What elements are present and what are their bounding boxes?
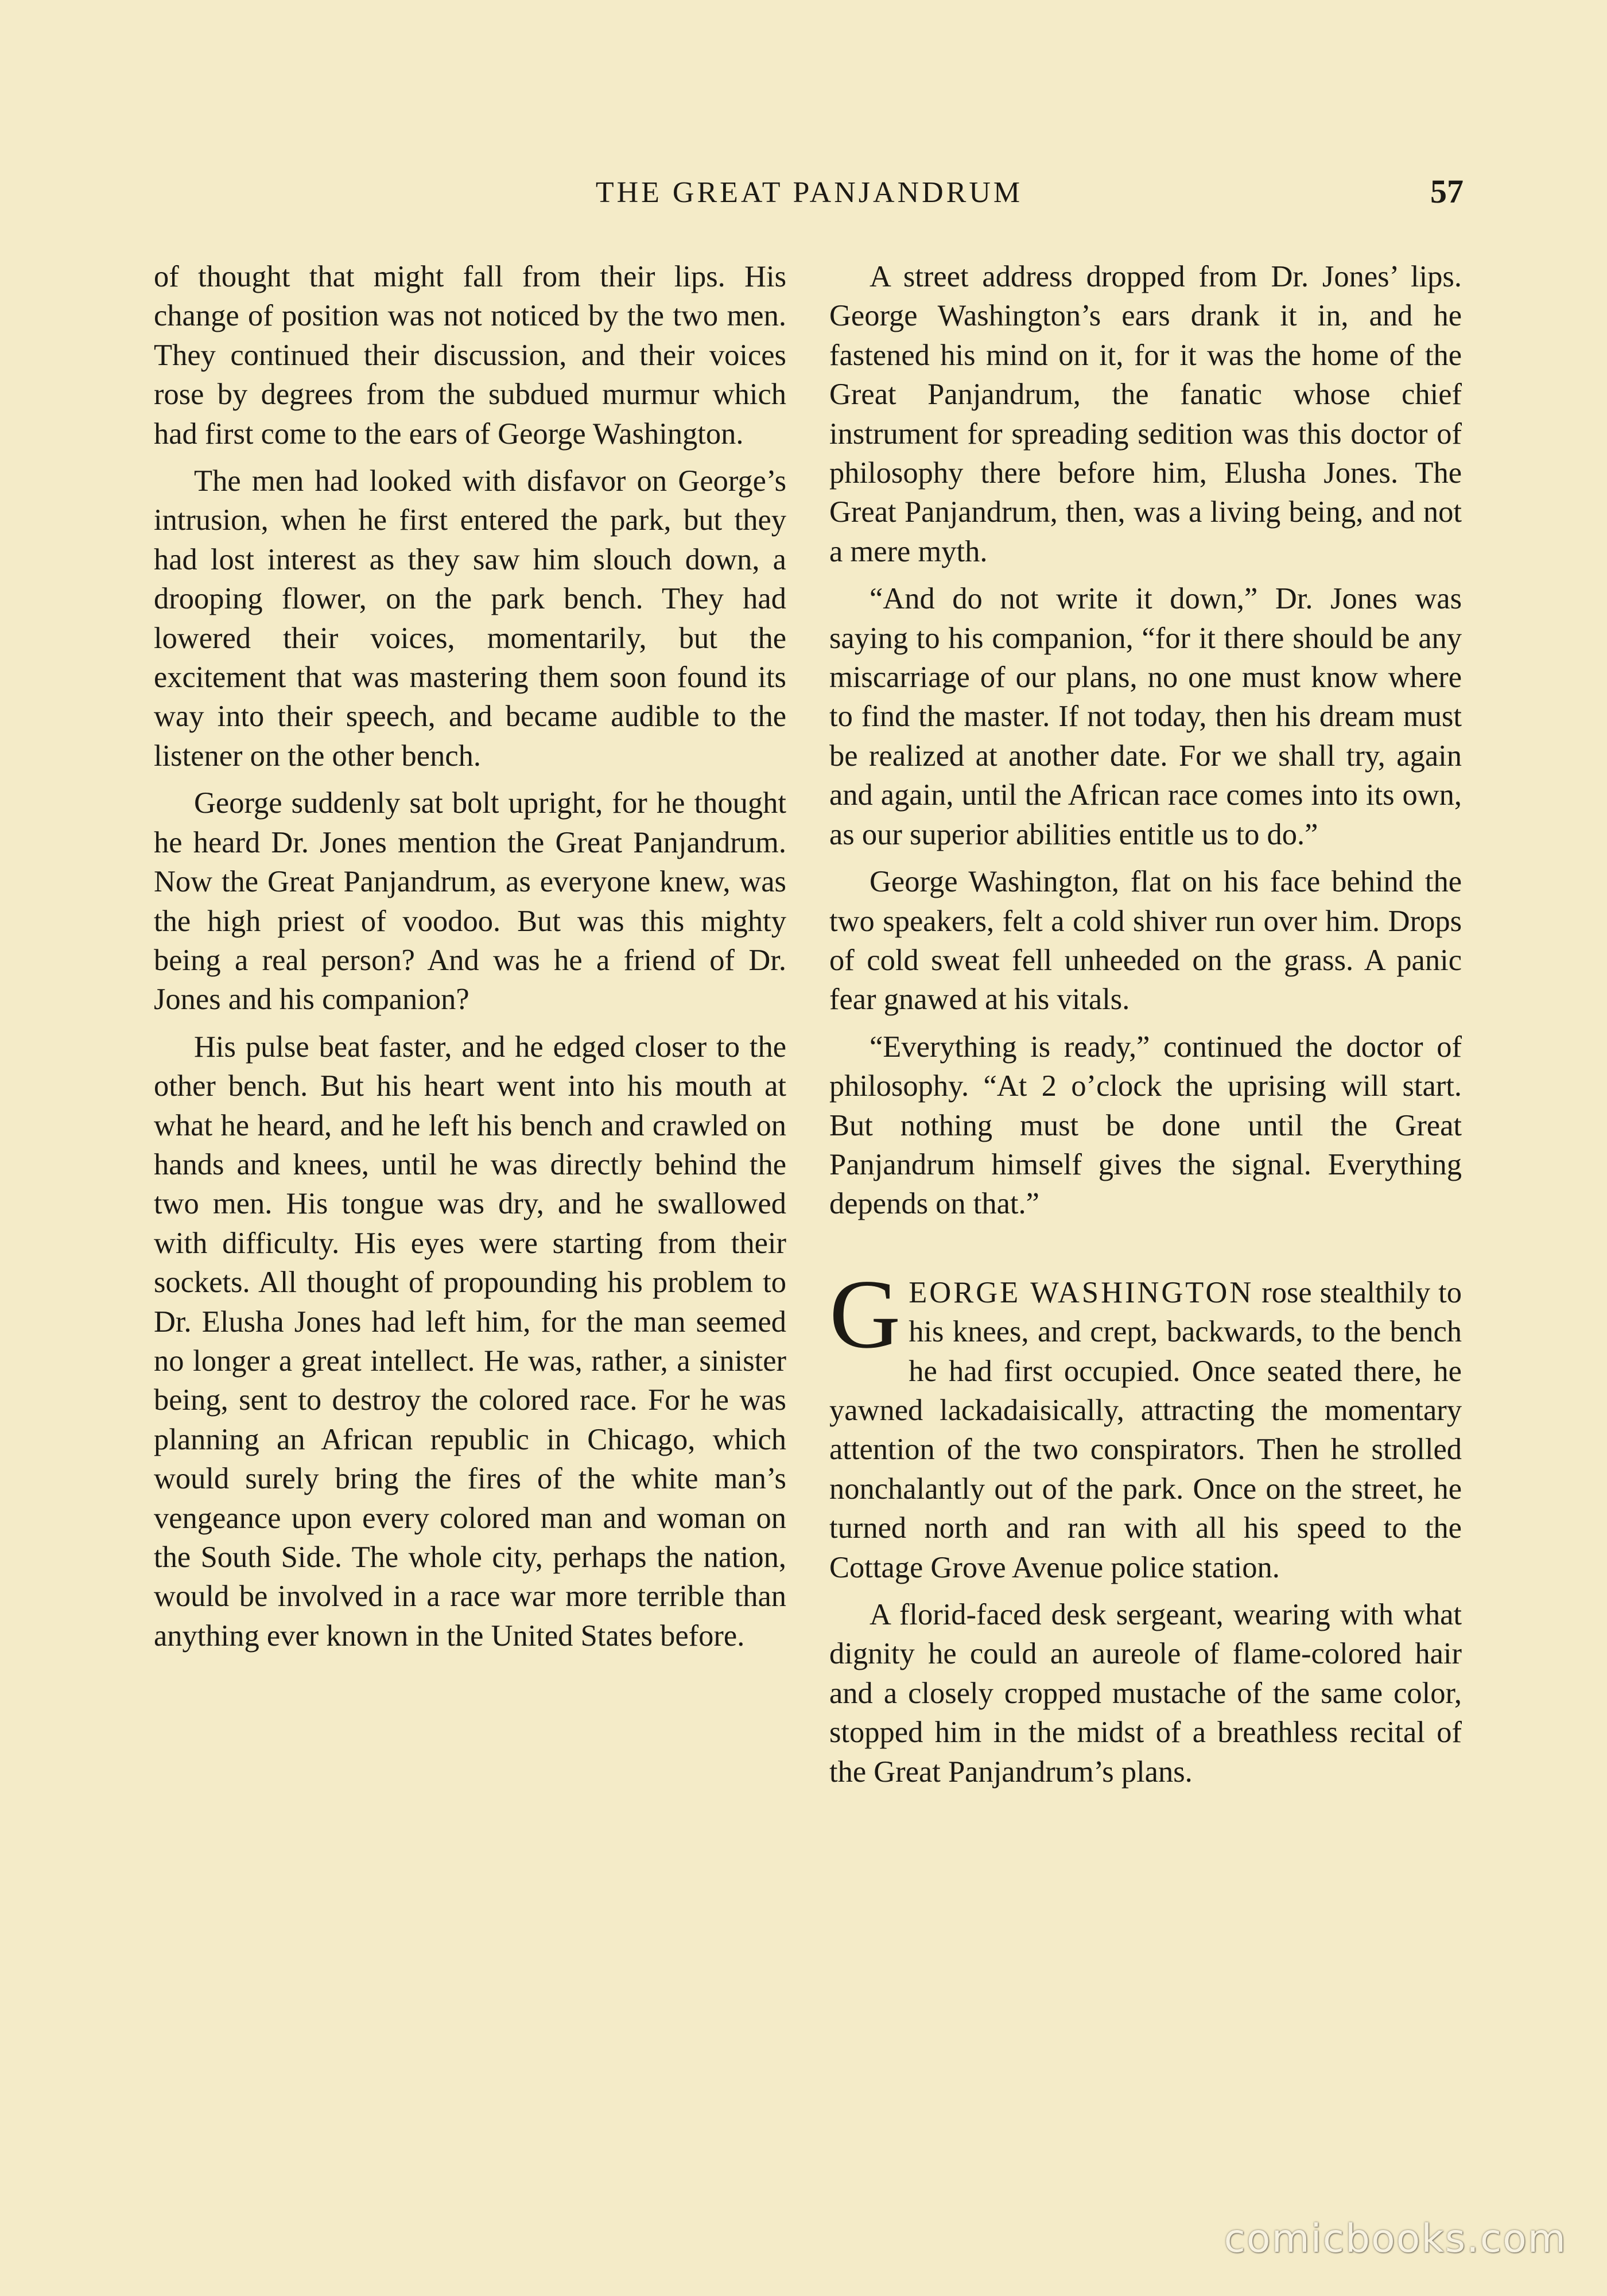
paragraph: His pulse beat faster, and he edged closer to the other bench. But his heart went into his mouth at what he heard, and he left his bench and crawled on hands and knees, until he was directly behind the two men. His tongue was dry, and he swallowed with difficulty. His eyes were starting from their sockets. All thought of propounding his problem to Dr. Elusha Jones had left him, for the man seemed no longer a great intellect. He was, rather, a sinister being, sent to destroy the colored race. For he was planning an African republic in Chicago, which would surely bring the fires of the white man’s vengeance upon every colored man and woman on the South Side. The whole city, perhaps the nation, would be involved in a race war more terrible than anything ever known in the United States before. — [154, 1030, 786, 1653]
right-column — [829, 257, 1462, 1799]
paragraph: George suddenly sat bolt upright, for he thought he heard Dr. Jones mention the Great Panjandrum. Now the Great Panjandrum, as everyone knew, was the high priest of voodoo. But was this mighty being a real person? And was he a friend of Dr. Jones and his companion? — [154, 786, 786, 1017]
paragraph: The men had looked with disfavor on George’s intrusion, when he first entered the park, but they had lost interest as they saw him slouch down, a drooping flower, on the park bench. They had lowered their voices, momentarily, but the excitement that was mastering them soon found its way into their speech, and became audible to the listener on the other bench. — [154, 464, 786, 773]
paragraph: “Everything is ready,” continued the doctor of philosophy. “At 2 o’clock the uprising will start. But nothing must be done until the Great Panjandrum himself gives the signal. Everything depends on that.” — [829, 1030, 1462, 1221]
watermark-logo: comicbooks.com — [1224, 2216, 1567, 2262]
left-column — [154, 257, 786, 1663]
paragraph: A street address dropped from Dr. Jones’ lips. George Washington’s ears drank it in, and he fastened his mind on it, for it was the home of the Great Panjandrum, the fanatic whose chief instrument for spreading sedition was this doctor of philosophy there before him, Elusha Jones. The Great Panjandrum, then, was a living being, and not a mere myth. — [829, 260, 1462, 568]
paragraph: “And do not write it down,” Dr. Jones was saying to his companion, “for it there should be any miscarriage of our plans, no one must know where to find the master. If not today, then his dream must be realized at another date. For we shall try, again and again, until the African race comes into its own, as our superior abilities entitle us to do.” — [829, 582, 1462, 851]
running-head — [155, 172, 1464, 218]
small-caps-lead: EORGE WASHINGTON — [909, 1275, 1254, 1309]
drop-cap: G — [829, 1259, 901, 1369]
section-opening-paragraph — [829, 1259, 1462, 1587]
page-number: 57 — [1430, 173, 1464, 210]
paragraph-text: rose stealthily to his knees, and crept, backwards, to the bench he had first occupied. Once seated there, he yawned lackadaisically, attracting the momentary attention of the two conspirators. Then he strolled nonchalantly out of the park. Once on the street, he turned north and ran with all his speed to the Cottage Grove Avenue police station. — [829, 1275, 1462, 1584]
paragraph: of thought that might fall from their lips. His change of position was not noticed by the two men. They continued their discussion, and their voices rose by degrees from the subdued murmur which had first come to the ears of George Washington. — [154, 260, 786, 451]
running-title: THE GREAT PANJANDRUM — [595, 176, 1023, 209]
paragraph: A florid-faced desk sergeant, wearing with what dignity he could an aureole of flame-colored hair and a closely cropped mustache of the same color, stopped him in the midst of a breathless recital of the Great Panjandrum’s plans. — [829, 1598, 1462, 1789]
paragraph: George Washington, flat on his face behind the two speakers, felt a cold shiver run over him. Drops of cold sweat fell unheeded on the grass. A panic fear gnawed at his vitals. — [829, 865, 1462, 1017]
